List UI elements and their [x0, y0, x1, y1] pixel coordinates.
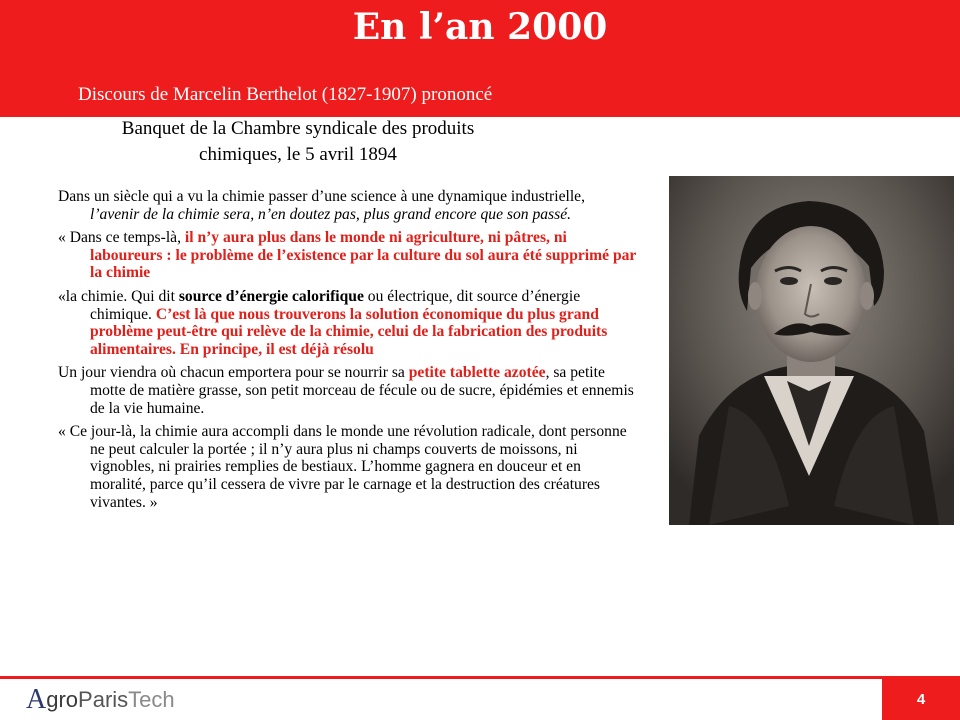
paragraph-segment: source d’énergie calorifique	[178, 287, 364, 305]
logo-gro: gro	[46, 687, 79, 712]
logo-tech: Tech	[128, 687, 175, 712]
speech-paragraph	[58, 423, 638, 511]
logo-letter-a: A	[26, 684, 47, 715]
agroparistech-logo	[26, 680, 175, 720]
paragraph-segment: l’avenir de la chimie sera, n’en doutez pas, plus grand encore que son passé.	[90, 205, 572, 223]
subtitle-line-2: Banquet de la Chambre syndicale des produits	[121, 118, 475, 139]
subtitle-line-1: Discours de Marcelin Berthelot (1827-1907) prononcé	[78, 84, 493, 105]
speech-paragraph	[58, 229, 638, 282]
slide-title: En l’an 2000	[352, 6, 608, 48]
speech-paragraph	[58, 288, 638, 358]
speech-paragraph	[58, 364, 638, 417]
subtitle-continued	[88, 116, 508, 168]
speech-paragraph	[58, 188, 638, 223]
paragraph-segment: C’est là que nous trouverons la solution économique du plus grand problème peut-être qui relève de la chimie, celui de la fabrication des produits alimentaires. En principe, il est déjà résolu	[90, 305, 608, 358]
paragraph-segment: il n’y aura plus dans le monde ni agriculture, ni pâtres, ni laboureurs : le problème de l’existence par la culture du sol aura été supprimé par la chimie	[90, 229, 637, 282]
paragraph-segment: Un jour viendra où chacun emportera pour se nourrir sa	[58, 364, 409, 382]
logo-paris: Paris	[78, 687, 129, 712]
speech-text	[58, 188, 638, 517]
portrait-icon	[669, 176, 954, 525]
paragraph-segment: « Ce jour-là, la chimie aura accompli dans le monde une révolution radicale, dont personne ne peut calculer la portée ; il n’y aura plus ni champs couverts de moissons, ni vignobles, ni prairies remplies de bestiaux. L’homme gagnera en douceur et en moralité, parce qu’il cessera de vivre par le carnage et la destruction des créatures vivantes. »	[58, 423, 627, 511]
paragraph-segment: «la chimie. Qui dit	[58, 287, 179, 305]
paragraph-segment: petite tablette azotée	[408, 364, 546, 382]
page-number: 4	[882, 679, 960, 720]
paragraph-segment: « Dans ce temps-là,	[58, 229, 185, 247]
subtitle-line-3: chimiques, le 5 avril 1894	[199, 144, 397, 165]
paragraph-segment: ou électrique, dit source d’énergie chimique.	[90, 287, 581, 323]
paragraph-segment: , sa petite motte de matière grasse, son petit morceau de fécule ou de sucre, épidémies et ennemis de la vie humaine.	[90, 364, 634, 417]
footer-divider	[0, 676, 960, 679]
paragraph-segment: Dans un siècle qui a vu la chimie passer d’une science à une dynamique industrielle,	[58, 188, 585, 205]
portrait-image	[669, 176, 954, 525]
